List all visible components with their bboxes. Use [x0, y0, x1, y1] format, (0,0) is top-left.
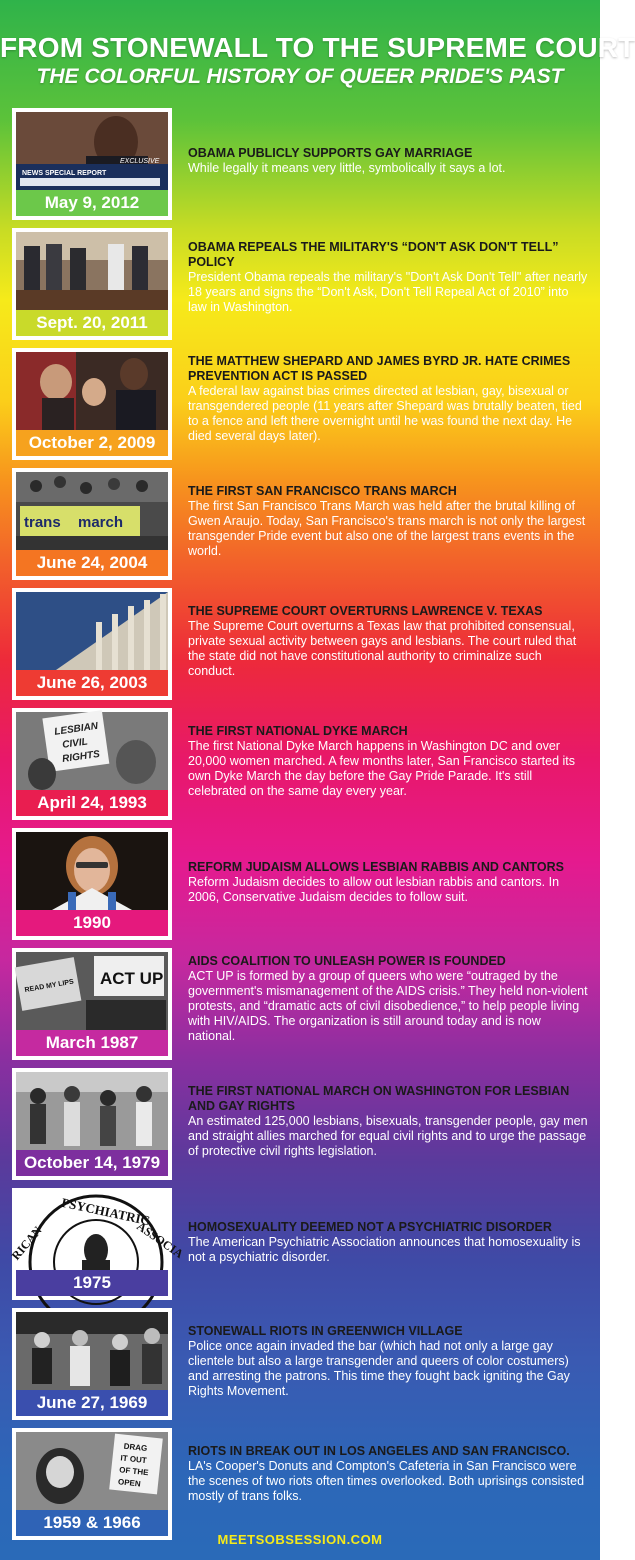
timeline-entry-2009	[0, 348, 600, 464]
photo-frame	[12, 828, 172, 940]
seal-text-psychiatric: PSYCHIATRIC	[60, 1194, 152, 1229]
event-text	[188, 146, 590, 176]
event-date: 1975	[16, 1270, 168, 1296]
photo-frame	[12, 1428, 172, 1540]
event-text	[188, 604, 590, 679]
sign-text-of-the: OF THE	[118, 1465, 149, 1478]
event-title: THE FIRST NATIONAL MARCH ON WASHINGTON FOR LESBIAN AND GAY RIGHTS	[188, 1084, 570, 1113]
sign-text-lesbian: LESBIAN	[53, 720, 99, 738]
event-description: A federal law against bias crimes directed at lesbian, gay, bisexual or transgendered people (11 years after Shepard was brutally beaten, tied to a fence and left there overnight until he was found the next day. He died several days later).	[188, 384, 582, 443]
event-text	[188, 724, 590, 799]
event-text	[188, 484, 590, 559]
compton-riot-photo	[16, 1432, 168, 1510]
event-description: The first San Francisco Trans March was held after the brutal killing of Gwen Araujo. Today, San Francisco's trans march is not only the largest transgender Pride event but also one of the largest trans events in the world.	[188, 499, 586, 558]
washington-march-photo	[16, 1072, 168, 1150]
event-date: June 27, 1969	[16, 1390, 168, 1416]
dyke-march-photo	[16, 712, 168, 790]
photo-frame	[12, 108, 172, 220]
timeline-entry-2004	[0, 468, 600, 584]
event-date: October 14, 1979	[16, 1150, 168, 1176]
event-description: The American Psychiatric Association announces that homosexuality is not a psychiatric disorder.	[188, 1235, 581, 1264]
event-text	[188, 1324, 590, 1399]
photo-frame	[12, 948, 172, 1060]
timeline-entry-2012	[0, 108, 600, 224]
photo-frame	[12, 588, 172, 700]
event-title: OBAMA PUBLICLY SUPPORTS GAY MARRIAGE	[188, 146, 473, 160]
stonewall-riots-photo	[16, 1312, 168, 1390]
obama-news-photo	[16, 112, 168, 190]
page-title: FROM STONEWALL TO THE SUPREME COURT	[0, 32, 635, 63]
seal-text-associa: ASSOCIA	[134, 1218, 187, 1262]
timeline-entry-1979	[0, 1068, 600, 1184]
event-date: May 9, 2012	[16, 190, 168, 216]
event-title: HOMOSEXUALITY DEEMED NOT A PSYCHIATRIC DISORDER	[188, 1220, 552, 1234]
sign-text-open: OPEN	[117, 1477, 142, 1489]
event-description: Police once again invaded the bar (which had not only a large gay clientele but also a large transgender and queers of color costumers) and arresting the patrons. This time they fought back igniting the Gay Rights Movement.	[188, 1339, 570, 1398]
page-subtitle: THE COLORFUL HISTORY OF QUEER PRIDE'S PAST	[36, 65, 564, 88]
timeline-entry-1969	[0, 1308, 600, 1424]
event-date: 1959 & 1966	[16, 1510, 168, 1536]
event-date: March 1987	[16, 1030, 168, 1056]
rabbi-portrait-photo	[16, 832, 168, 910]
hate-crimes-act-photo	[16, 352, 168, 430]
photo-frame	[8, 1188, 187, 1300]
event-title: THE MATTHEW SHEPARD AND JAMES BYRD JR. HATE CRIMES PREVENTION ACT IS PASSED	[188, 354, 571, 383]
event-description: The Supreme Court overturns a Texas law that prohibited consensual, private sexual activity between gays and lesbians. The court ruled that the state did not have constitutional authority to criminalize such conduct.	[188, 619, 577, 678]
event-title: THE FIRST NATIONAL DYKE MARCH	[188, 724, 408, 738]
photo-frame	[12, 228, 172, 340]
event-text	[188, 1084, 590, 1159]
sign-text-act-up: ACT UP	[100, 969, 164, 988]
event-date: June 24, 2004	[16, 550, 168, 576]
trans-march-photo	[16, 472, 168, 550]
timeline-entry-2003	[0, 588, 600, 704]
event-text	[188, 240, 590, 315]
event-description: While legally it means very little, symbolically it says a lot.	[188, 161, 506, 175]
footer-site-link[interactable]: MEETSOBSESSION.COM	[217, 1532, 383, 1547]
event-text	[188, 1220, 590, 1265]
sign-text-rights: RIGHTS	[61, 748, 101, 766]
event-description: ACT UP is formed by a group of queers who were “outraged by the government's mismanagement of the AIDS crisis.” They held non-violent protests, and “dramatic acts of civil disobedience,” to help people living with HIV/AIDS. The organization is still around today and is now national.	[188, 969, 588, 1043]
timeline-entry-1959-1966	[0, 1428, 600, 1544]
seal-text-rican: RICAN	[8, 1223, 45, 1263]
event-title: STONEWALL RIOTS IN GREENWICH VILLAGE	[188, 1324, 463, 1338]
event-description: President Obama repeals the military's "Don't Ask Don't Tell" after nearly 18 years and signs the “Don't Ask, Don't Tell Repeal Act of 2010” into law in Washington.	[188, 270, 588, 314]
sign-text-it-out: IT OUT	[120, 1453, 148, 1466]
event-text	[188, 954, 590, 1044]
event-title: RIOTS IN BREAK OUT IN LOS ANGELES AND SAN FRANCISCO.	[188, 1444, 570, 1458]
event-text	[188, 354, 590, 444]
sign-text-read-my-lips: READ MY LIPS	[24, 978, 75, 995]
photo-frame	[12, 1308, 172, 1420]
event-title: THE FIRST SAN FRANCISCO TRANS MARCH	[188, 484, 457, 498]
photo-frame	[12, 348, 172, 460]
photo-frame	[12, 708, 172, 820]
event-description: Reform Judaism decides to allow out lesbian rabbis and cantors. In 2006, Conservative Judaism decides to follow suit.	[188, 875, 560, 904]
event-text	[188, 860, 590, 905]
event-date: October 2, 2009	[16, 430, 168, 456]
event-description: The first National Dyke March happens in Washington DC and over 20,000 women marched. A few months later, San Francisco started its own Dyke March the day before the Gay Pride Parade. It's still celebrated on the same day every year.	[188, 739, 575, 798]
signing-ceremony-photo	[16, 232, 168, 310]
header	[0, 0, 635, 100]
apa-seal-image	[8, 1192, 187, 1270]
event-text	[188, 1444, 590, 1504]
event-date: June 26, 2003	[16, 670, 168, 696]
sign-text-civil: CIVIL	[61, 736, 89, 751]
event-title: THE SUPREME COURT OVERTURNS LAWRENCE V. TEXAS	[188, 604, 543, 618]
event-title: AIDS COALITION TO UNLEASH POWER IS FOUNDED	[188, 954, 506, 968]
event-date: 1990	[16, 910, 168, 936]
photo-caption-news: NEWS SPECIAL REPORT	[22, 170, 107, 177]
event-title: REFORM JUDAISM ALLOWS LESBIAN RABBIS AND CANTORS	[188, 860, 564, 874]
banner-text-march: march	[78, 514, 124, 531]
banner-text-trans: trans	[24, 514, 61, 531]
event-date: Sept. 20, 2011	[16, 310, 168, 336]
timeline-entry-1987	[0, 948, 600, 1064]
timeline-entry-2011	[0, 228, 600, 344]
timeline-entry-1993	[0, 708, 600, 824]
event-date: April 24, 1993	[16, 790, 168, 816]
sign-text-drag: DRAG	[123, 1441, 148, 1454]
event-title: OBAMA REPEALS THE MILITARY'S “DON'T ASK DON'T TELL” POLICY	[188, 240, 559, 269]
act-up-photo	[16, 952, 168, 1030]
supreme-court-photo	[16, 592, 168, 670]
photo-frame	[12, 1068, 172, 1180]
event-description: An estimated 125,000 lesbians, bisexuals, transgender people, gay men and straight allies marched for equal civil rights and to urge the passage of protective civil rights legislation.	[188, 1114, 588, 1158]
timeline-entry-1975	[0, 1188, 600, 1304]
photo-frame	[12, 468, 172, 580]
event-description: LA's Cooper's Donuts and Compton's Cafeteria in San Francisco were the scenes of two riots often times overlooked. Both uprisings consisted mostly of trans folks.	[188, 1459, 585, 1503]
timeline-entry-1990	[0, 828, 600, 944]
photo-caption-exclusive: EXCLUSIVE	[120, 158, 160, 165]
